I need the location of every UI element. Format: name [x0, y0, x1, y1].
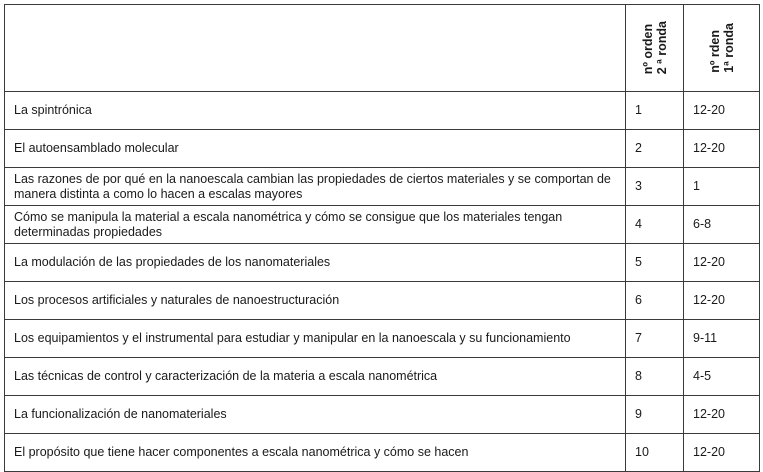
- header-second-round-line2: 2 ª ronda: [654, 21, 669, 75]
- ranking-table: [4, 4, 760, 472]
- topic-cell: La spintrónica: [5, 92, 626, 130]
- topic-cell: El autoensamblado molecular: [5, 130, 626, 168]
- second-round-order-cell: 6: [626, 282, 684, 320]
- header-second-round-line1: nº orden: [640, 24, 655, 75]
- first-round-order-cell: 12-20: [684, 396, 760, 434]
- second-round-order-cell: 10: [626, 434, 684, 472]
- header-first-round-order: [684, 5, 760, 92]
- second-round-order-cell: 4: [626, 206, 684, 244]
- second-round-order-cell: 1: [626, 92, 684, 130]
- first-round-order-cell: 1: [684, 168, 760, 206]
- table-row: [5, 282, 760, 320]
- header-first-round-line2: 1ª ronda: [721, 23, 736, 73]
- table-row: [5, 244, 760, 282]
- topic-cell: La funcionalización de nanomateriales: [5, 396, 626, 434]
- header-first-round-line1: nº rden: [707, 30, 722, 73]
- first-round-order-cell: 12-20: [684, 130, 760, 168]
- table-row: [5, 168, 760, 206]
- topic-cell: El propósito que tiene hacer componentes a escala nanométrica y cómo se hacen: [5, 434, 626, 472]
- topic-cell: Los procesos artificiales y naturales de nanoestructuración: [5, 282, 626, 320]
- table-row: [5, 358, 760, 396]
- topic-cell: Cómo se manipula la material a escala nanométrica y cómo se consigue que los materiales tengan determinadas propiedades: [5, 206, 626, 244]
- second-round-order-cell: 5: [626, 244, 684, 282]
- header-topic-cell: [5, 5, 626, 92]
- first-round-order-cell: 9-11: [684, 320, 760, 358]
- table-row: [5, 92, 760, 130]
- topic-cell: Las técnicas de control y caracterización de la materia a escala nanométrica: [5, 358, 626, 396]
- table-row: [5, 320, 760, 358]
- first-round-order-cell: 12-20: [684, 282, 760, 320]
- header-row: [5, 5, 760, 92]
- second-round-order-cell: 2: [626, 130, 684, 168]
- topic-cell: Las razones de por qué en la nanoescala cambian las propiedades de ciertos materiales y se comportan de manera distinta a como lo hacen a escalas mayores: [5, 168, 626, 206]
- header-second-round-order: [626, 5, 684, 92]
- first-round-order-cell: 6-8: [684, 206, 760, 244]
- second-round-order-cell: 7: [626, 320, 684, 358]
- table-row: [5, 396, 760, 434]
- table-row: [5, 434, 760, 472]
- topic-cell: La modulación de las propiedades de los nanomateriales: [5, 244, 626, 282]
- first-round-order-cell: 4-5: [684, 358, 760, 396]
- table-row: [5, 130, 760, 168]
- second-round-order-cell: 8: [626, 358, 684, 396]
- first-round-order-cell: 12-20: [684, 434, 760, 472]
- table-row: [5, 206, 760, 244]
- first-round-order-cell: 12-20: [684, 92, 760, 130]
- topic-cell: Los equipamientos y el instrumental para estudiar y manipular en la nanoescala y su funcionamiento: [5, 320, 626, 358]
- first-round-order-cell: 12-20: [684, 244, 760, 282]
- second-round-order-cell: 9: [626, 396, 684, 434]
- second-round-order-cell: 3: [626, 168, 684, 206]
